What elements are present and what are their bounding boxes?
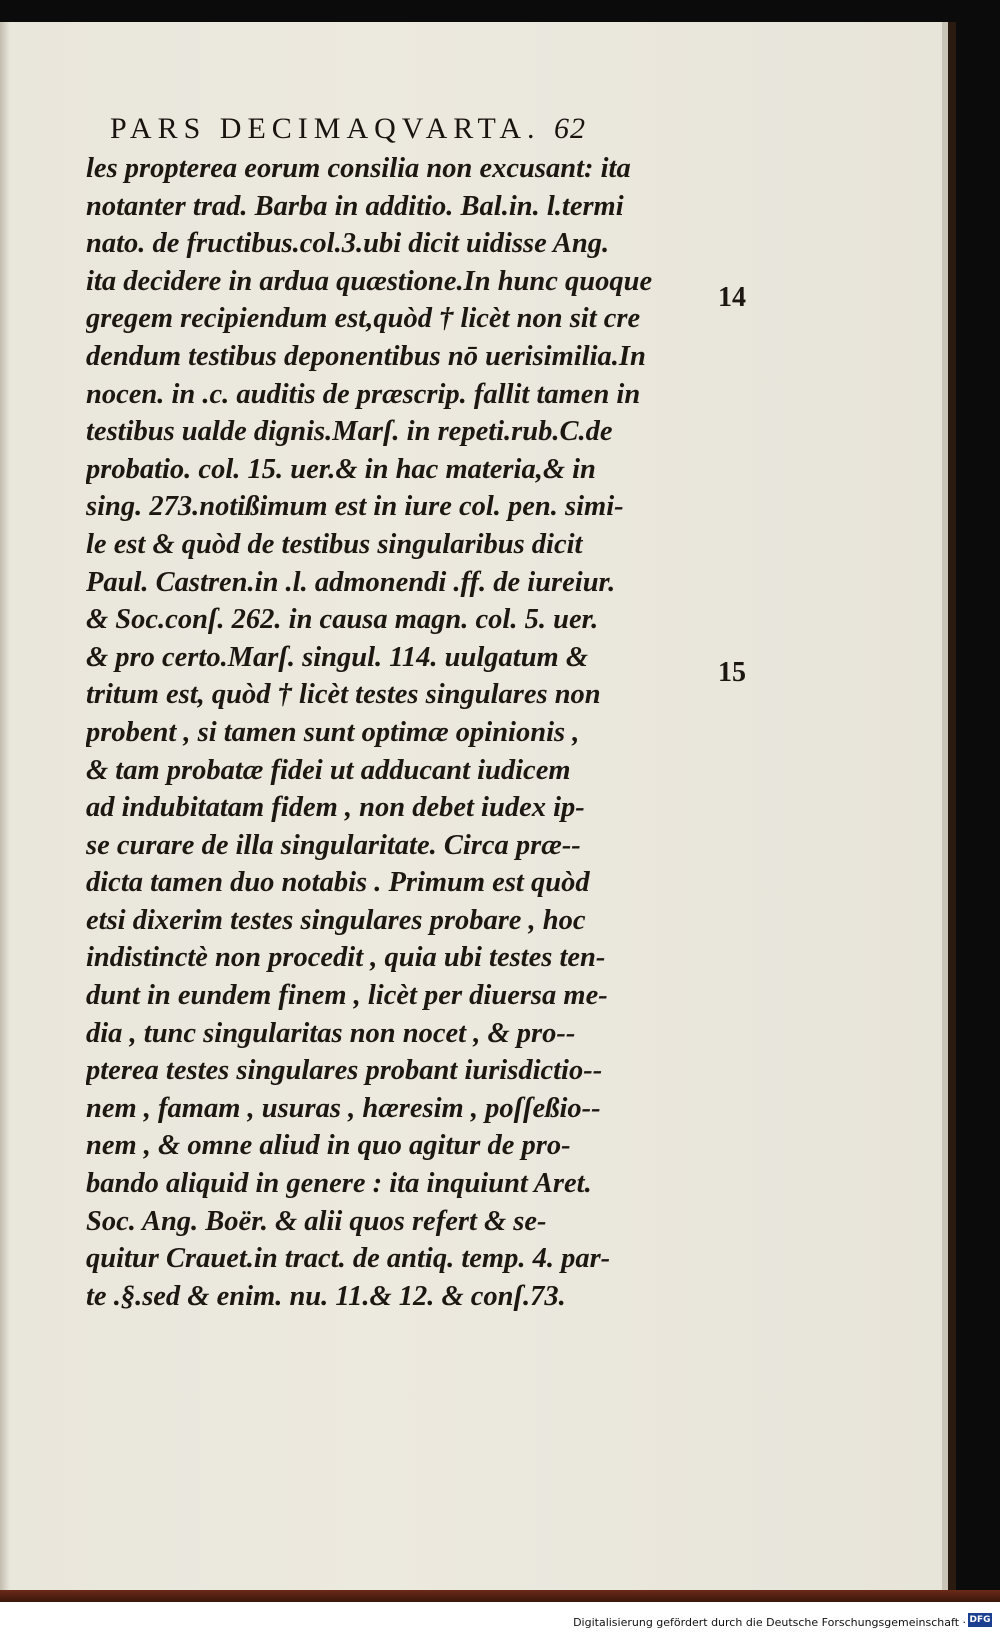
text-line: nem , & omne aliud in quo agitur de pro- (86, 1130, 571, 1162)
text-line: & tam probatæ fidei ut adducant iudicem (86, 754, 571, 786)
footer-credit: Digitalisierung gefördert durch die Deutsche Forschungsgemeinschaft · (573, 1616, 966, 1629)
text-line: Paul. Castren.in .l. admonendi .ff. de iureiur. (86, 566, 616, 598)
text-line: bando aliquid in genere : ita inquiunt Aret. (86, 1168, 592, 1200)
text-line: nocen. in .c. auditis de præscrip. fallit tamen in (86, 378, 641, 410)
text-line: quitur Crauet.in tract. de antiq. temp. 4. par- (86, 1243, 611, 1275)
text-line: nem , famam , usuras , hæresim , poſſeßio-- (86, 1092, 601, 1124)
text-line: nato. de fructibus.col.3.ubi dicit uidisse Ang. (86, 228, 610, 260)
page-gutter-shadow (0, 22, 10, 1590)
text-line: notanter trad. Barba in additio. Bal.in. l.termi (86, 190, 624, 222)
text-line: le est & quòd de testibus singularibus dicit (86, 528, 583, 560)
running-head (110, 112, 586, 146)
text-line: & Soc.conſ. 262. in causa magn. col. 5. uer. (86, 604, 599, 636)
text-line: indistinctè non procedit , quia ubi testes ten- (86, 942, 606, 974)
book-bottom-edge (0, 1590, 1000, 1602)
margin-number-15: 15 (718, 657, 746, 688)
page-number: 62 (554, 112, 587, 145)
text-line: te .§.sed & enim. nu. 11.& 12. & conſ.73. (86, 1280, 566, 1312)
text-line: dendum testibus deponentibus nō uerisimilia.In (86, 340, 646, 372)
text-line: ita decidere in ardua quæstione.In hunc quoque (86, 265, 653, 297)
text-line: tritum est, quòd † licèt testes singulares non (86, 679, 601, 711)
text-line: & pro certo.Marſ. singul. 114. uulgatum & (86, 641, 589, 673)
text-line: sing. 273.notißimum est in iure col. pen. simi- (86, 491, 624, 523)
text-line: pterea testes singulares probant iurisdictio-- (86, 1055, 603, 1087)
text-line: gregem recipiendum est,quòd † licèt non sit cre (86, 303, 641, 335)
text-line: dia , tunc singularitas non nocet , & pro-- (86, 1017, 576, 1049)
text-line: dunt in eundem finem , licèt per diuersa me- (86, 980, 608, 1012)
text-line: testibus ualde dignis.Marſ. in repeti.rub.C.de (86, 416, 613, 448)
running-head-title: PARS DECIMAQVARTA. (110, 112, 541, 145)
text-line: etsi dixerim testes singulares probare , hoc (86, 904, 586, 936)
text-line: probatio. col. 15. uer.& in hac materia,& in (86, 453, 596, 485)
text-line: probent , si tamen sunt optimæ opinionis , (86, 716, 580, 748)
text-line: dicta tamen duo notabis . Primum est quòd (86, 867, 590, 899)
text-line: ad indubitatam fidem , non debet iudex ip- (86, 792, 585, 824)
text-line: les propterea eorum consilia non excusant: ita (86, 153, 631, 184)
body-text (86, 150, 696, 1315)
margin-number-14: 14 (718, 282, 746, 313)
text-line: se curare de illa singularitate. Circa præ-- (86, 829, 581, 861)
page-edge (948, 22, 956, 1590)
dfg-logo: DFG (969, 1615, 991, 1625)
text-line: Soc. Ang. Boër. & alii quos refert & se- (86, 1205, 547, 1237)
